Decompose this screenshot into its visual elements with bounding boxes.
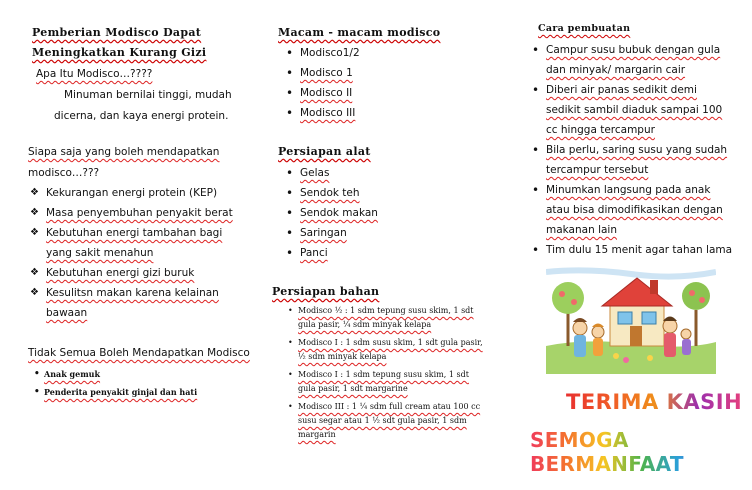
title-line-1: Pemberian Modisco Dapat xyxy=(32,26,202,39)
list-item-text: Sendok teh xyxy=(300,187,360,199)
list-item xyxy=(32,368,232,380)
question-label: Apa Itu Modisco…???? xyxy=(36,68,153,80)
macam-heading: Macam - macam modisco xyxy=(278,26,441,39)
list-item-text: Diberi air panas sedikit demi sedikit sambil diaduk sampai 100 cc hingga tercampur xyxy=(546,84,723,136)
who-line-1 xyxy=(28,142,219,162)
macam-list xyxy=(282,43,482,123)
list-item xyxy=(28,263,238,283)
list-item-text: Bila perlu, saring susu yang sudah tercampur tersebut xyxy=(546,144,728,176)
list-item-text: Minumkan langsung pada anak atau bisa dimodifikasikan dengan makanan lain xyxy=(546,184,723,236)
not-all-label: Tidak Semua Boleh Mendapatkan Modisco xyxy=(28,347,250,359)
bahan-heading: Persiapan bahan xyxy=(272,285,380,298)
not-list xyxy=(32,368,232,398)
answer-line-2: dicerna, dan kaya energi protein. xyxy=(54,110,229,122)
list-item-text: Saringan xyxy=(300,227,347,239)
list-item xyxy=(288,368,483,396)
cara-heading: Cara pembuatan xyxy=(538,23,631,34)
answer-line-1: Minuman bernilai tinggi, mudah xyxy=(64,89,232,101)
list-item xyxy=(282,83,482,103)
list-item-text: Modisco1/2 xyxy=(300,47,360,59)
list-item xyxy=(28,283,238,323)
list-item xyxy=(282,163,482,183)
list-item-text: Modisco I : 1 sdm tepung susu skim, 1 sdt gula pasir, 1 sdt margarine xyxy=(298,370,469,393)
closing-wish-text: SEMOGA BERMANFAAT xyxy=(530,428,752,476)
list-item xyxy=(528,80,734,140)
list-item-text: Kesulitsn makan karena kelainan bawaan xyxy=(46,287,219,319)
list-item xyxy=(282,43,482,63)
list-item-text: Modisco III : 1 ¼ sdm full cream atau 100 cc susu segar atau 1 ½ sdt gula pasir, 1 sdm margarin xyxy=(298,402,481,439)
list-item-text: Kebutuhan energi gizi buruk xyxy=(46,267,195,279)
list-item xyxy=(528,40,734,80)
bahan-list xyxy=(288,304,483,446)
list-item-text: Modisco ½ : 1 sdm tepung susu skim, 1 sdt gula pasir, ¼ sdm minyak kelapa xyxy=(298,306,474,329)
alat-list xyxy=(282,163,482,263)
list-item xyxy=(528,180,734,240)
list-item-text: Masa penyembuhan penyakit berat xyxy=(46,207,233,219)
list-item-text: Panci xyxy=(300,247,328,259)
list-item-text: Sendok makan xyxy=(300,207,378,219)
list-item xyxy=(282,243,482,263)
list-item xyxy=(282,203,482,223)
list-item-text: Modisco I : 1 sdm susu skim, 1 sdt gula pasir, ½ sdm minyak kelapa xyxy=(298,338,483,361)
list-item xyxy=(528,240,734,260)
who-line-2: modisco…??? xyxy=(28,167,100,179)
list-item xyxy=(28,223,238,263)
thank-you-text: TERIMA KASIH xyxy=(566,390,743,414)
list-item-text: Modisco 1 xyxy=(300,67,353,79)
list-item xyxy=(282,63,482,83)
list-item xyxy=(282,223,482,243)
not-all-heading xyxy=(28,343,250,363)
list-item xyxy=(282,103,482,123)
list-item-text: Modisco II xyxy=(300,87,353,99)
list-item-text: Modisco III xyxy=(300,107,356,119)
who-label-1: Siapa saja yang boleh mendapatkan xyxy=(28,146,220,158)
list-item xyxy=(28,203,238,223)
cara-list xyxy=(528,40,734,260)
list-item-text: Tim dulu 15 menit agar tahan lama xyxy=(546,244,733,256)
list-item xyxy=(528,140,734,180)
question-text xyxy=(36,64,152,84)
family-house-illustration xyxy=(546,266,716,374)
who-list xyxy=(28,183,238,323)
alat-heading: Persiapan alat xyxy=(278,145,371,158)
list-item-text: Campur susu bubuk dengan gula dan minyak/ margarin cair xyxy=(546,44,721,76)
list-item-text: Gelas xyxy=(300,167,330,179)
list-item-text: Anak gemuk xyxy=(44,369,101,379)
list-item xyxy=(28,183,238,203)
list-item-text: Kekurangan energi protein (KEP) xyxy=(46,187,218,199)
list-item xyxy=(32,386,232,398)
list-item-text: Penderita penyakit ginjal dan hati xyxy=(44,387,198,397)
title-line-2: Meningkatkan Kurang Gizi xyxy=(32,46,207,59)
list-item xyxy=(282,183,482,203)
list-item-text: Kebutuhan energi tambahan bagi yang sakit menahun xyxy=(46,227,223,259)
list-item xyxy=(288,400,483,442)
list-item xyxy=(288,336,483,364)
list-item xyxy=(288,304,483,332)
